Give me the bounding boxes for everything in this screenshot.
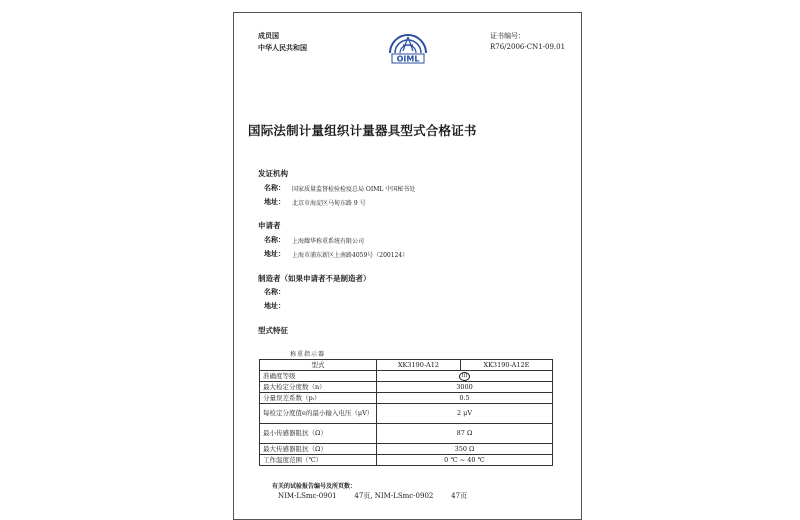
type-features-heading: 型式特征 (258, 326, 288, 335)
cert-no-label: 证书编号： (490, 32, 525, 40)
accuracy-class-symbol: III (459, 372, 470, 381)
logo-text: OIML (396, 54, 420, 64)
table-row (260, 404, 553, 424)
row-label: 分量误差系数（pᵢ） (260, 393, 377, 404)
row-value: 87 Ω (377, 424, 553, 444)
issuer-name-label: 名称： (264, 183, 285, 192)
manufacturer-heading: 制造者（如果申请者不是制造者） (258, 274, 371, 283)
issuer-address-label: 地址： (264, 197, 285, 206)
manufacturer-address-label: 地址： (264, 301, 285, 310)
reports-line: NIM-LSmc-0901 47页, NIM-LSmc-0902 47页 (278, 492, 468, 500)
table-row (260, 393, 553, 404)
reports-heading: 有关的试验报告编号及所页数： (272, 483, 357, 490)
table-header-cell: 型式 (260, 360, 377, 371)
row-value: 0 ℃ ~ 40 ℃ (377, 455, 553, 466)
cert-no: R76/2006-CN1-09.01 (490, 43, 566, 51)
row-value: 3000 (377, 382, 553, 393)
member-label: 成员国 (258, 31, 279, 40)
certificate-page (233, 12, 582, 520)
table-header-cell: XK3190-A12 (377, 360, 461, 371)
instrument-name: 称重指示器 (290, 351, 326, 358)
oiml-logo-icon (386, 27, 430, 67)
row-value: 2 μV (377, 404, 553, 424)
applicant-name-label: 名称： (264, 235, 285, 244)
table-header-row (260, 360, 553, 371)
table-header-cell: XK3190-A12E (460, 360, 552, 371)
row-label: 最大检定分度数（n） (260, 382, 377, 393)
issuer-name: 国家质量监督检验检疫总局 OIML 中国秘书处 (292, 186, 416, 193)
specification-table (259, 359, 553, 466)
row-label: 最小传感器阻抗（Ω） (260, 424, 377, 444)
table-row (260, 371, 553, 382)
row-label: 工作温度范围（℃） (260, 455, 377, 466)
applicant-heading: 申请者 (258, 221, 281, 230)
row-value: 0.5 (377, 393, 553, 404)
member-country: 中华人民共和国 (258, 43, 307, 52)
applicant-name: 上海耀华称重系统有限公司 (292, 238, 365, 245)
applicant-address: 上海市浦东新区上南路4059号（200124） (292, 252, 409, 259)
table-row (260, 455, 553, 466)
applicant-address-label: 地址： (264, 249, 285, 258)
table-row (260, 382, 553, 393)
row-value (377, 371, 553, 382)
row-label: 准确度等级 (260, 371, 377, 382)
certificate-title: 国际法制计量组织计量器具型式合格证书 (248, 123, 477, 138)
table-row (260, 444, 553, 455)
row-label: 最大传感器阻抗（Ω） (260, 444, 377, 455)
row-value: 350 Ω (377, 444, 553, 455)
issuer-address: 北京市海淀区马甸东路 9 号 (292, 200, 366, 207)
table-row (260, 424, 553, 444)
issuer-heading: 发证机构 (258, 169, 288, 178)
row-label: 每检定分度值e的最小输入电压（μV） (260, 404, 377, 424)
manufacturer-name-label: 名称： (264, 287, 285, 296)
